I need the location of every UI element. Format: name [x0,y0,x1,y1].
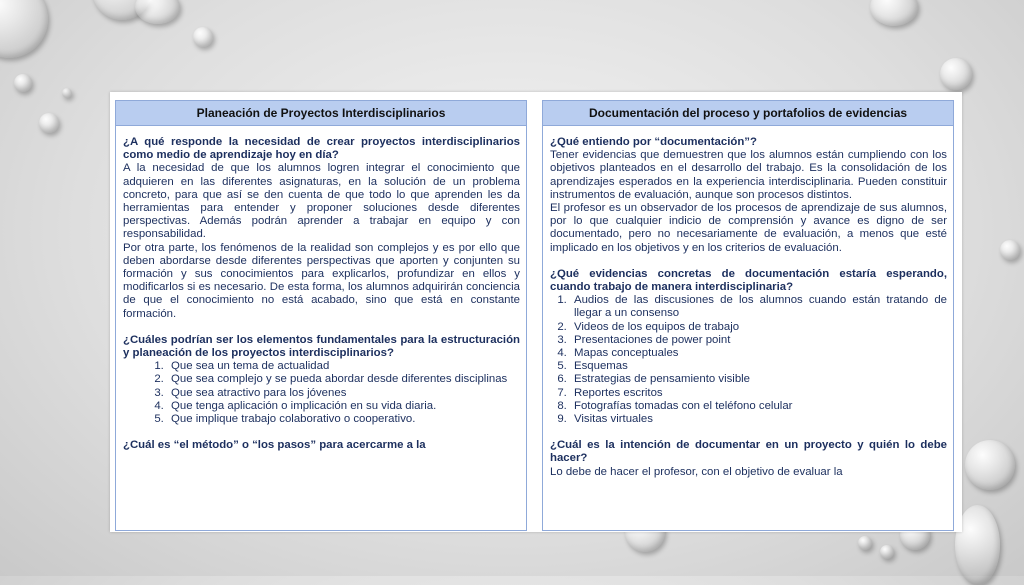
list-item: 4. Que tenga aplicación o implicación en su vida diaria. [167,400,520,413]
answer-paragraph: Por otra parte, los fenómenos de la realidad son complejos y es por ello que deben abordarse desde diferentes perspectivas que aporten y conjunten su formación y sus conocimientos para explicarlos, profundizar en ellos y modificarlos si es necesario. De esta forma, los alumnos adquirirán conciencia de que el conocimiento no está acabado, sino que está en constante formación. [123,241,520,320]
water-drop-decoration [14,74,32,92]
water-drop-decoration [193,27,213,47]
right-column-header: Documentación del proceso y portafolios de evidencias [542,100,954,126]
list-item: 7. Reportes escritos [570,387,947,400]
list-item: 5. Que implique trabajo colaborativo o cooperativo. [167,413,520,426]
right-column [542,100,954,531]
water-drop-decoration [0,0,48,58]
list-item: 2. Videos de los equipos de trabajo [570,321,947,334]
list-item: 8. Fotografías tomadas con el teléfono celular [570,400,947,413]
question-heading: ¿Qué evidencias concretas de documentación estaría esperando, cuando trabajo de manera interdisciplinaria? [550,267,947,294]
water-drop-decoration [62,88,72,98]
water-drop-decoration [940,58,972,90]
evidence-list [550,294,947,426]
water-drop-decoration [1000,240,1020,260]
water-drop-decoration [870,0,918,26]
list-item: 5. Esquemas [570,360,947,373]
list-item: 3. Presentaciones de power point [570,334,947,347]
question-heading: ¿Cuál es la intención de documentar en un proyecto y quién lo debe hacer? [550,439,947,465]
list-item: 1. Audios de las discusiones de los alumnos cuando están tratando de llegar a un consenso [570,294,947,320]
water-drop-decoration [965,440,1015,490]
list-item: 3. Que sea atractivo para los jóvenes [167,387,520,400]
list-item: 2. Que sea complejo y se pueda abordar desde diferentes disciplinas [167,373,520,386]
list-item: 4. Mapas conceptuales [570,347,947,360]
answer-paragraph: El profesor es un observador de los procesos de aprendizaje de sus alumnos, por lo que cualquier indicio de comprensión y avance es digno de ser documentado, pero no necesariamente de evaluación, a menos que esté implicado en los objetivos y en los criterios de evaluación. [550,202,947,254]
answer-paragraph: Tener evidencias que demuestren que los alumnos están cumpliendo con los objetivos planteados en el desarrollo del trabajo. Es la consolidación de los aprendizajes esperados en la experiencia interdisciplinaria. Pueden constituir instrumentos de evaluación, aunque son procesos distintos. [550,149,947,201]
water-drop-decoration [39,113,59,133]
elements-list [123,360,520,426]
left-column [115,100,527,531]
answer-paragraph: A la necesidad de que los alumnos logren integrar el conocimiento que adquieren en las diferentes asignaturas, en la solución de un problema concreto, para que así se den cuenta de que todo lo que aprenden les da herramientas para entender y proponer soluciones desde diferentes perspectivas. Además podrán aprender a trabajar en equipo y con responsabilidad. [123,162,520,241]
left-column-body[interactable] [115,126,527,531]
right-column-body[interactable] [542,126,954,531]
question-heading: ¿Cuál es “el método” o “los pasos” para acercarme a la [123,439,426,452]
answer-paragraph: Lo debe de hacer el profesor, con el objetivo de evaluar la [550,465,843,478]
list-item: 9. Visitas virtuales [570,413,947,426]
water-drop-decoration [135,0,180,24]
list-item: 1. Que sea un tema de actualidad [167,360,520,373]
water-drop-decoration [858,536,872,550]
question-heading: ¿Qué entiendo por “documentación”? [550,136,757,148]
question-heading: ¿A qué responde la necesidad de crear proyectos interdisciplinarios como medio de aprendizaje hoy en día? [123,136,520,162]
list-item: 6. Estrategias de pensamiento visible [570,373,947,386]
left-column-header: Planeación de Proyectos Interdisciplinarios [115,100,527,126]
question-heading: ¿Cuáles podrían ser los elementos fundamentales para la estructuración y planeación de los proyectos interdisciplinarios? [123,333,520,360]
water-drop-decoration [880,545,894,559]
document-sheet [110,92,962,532]
